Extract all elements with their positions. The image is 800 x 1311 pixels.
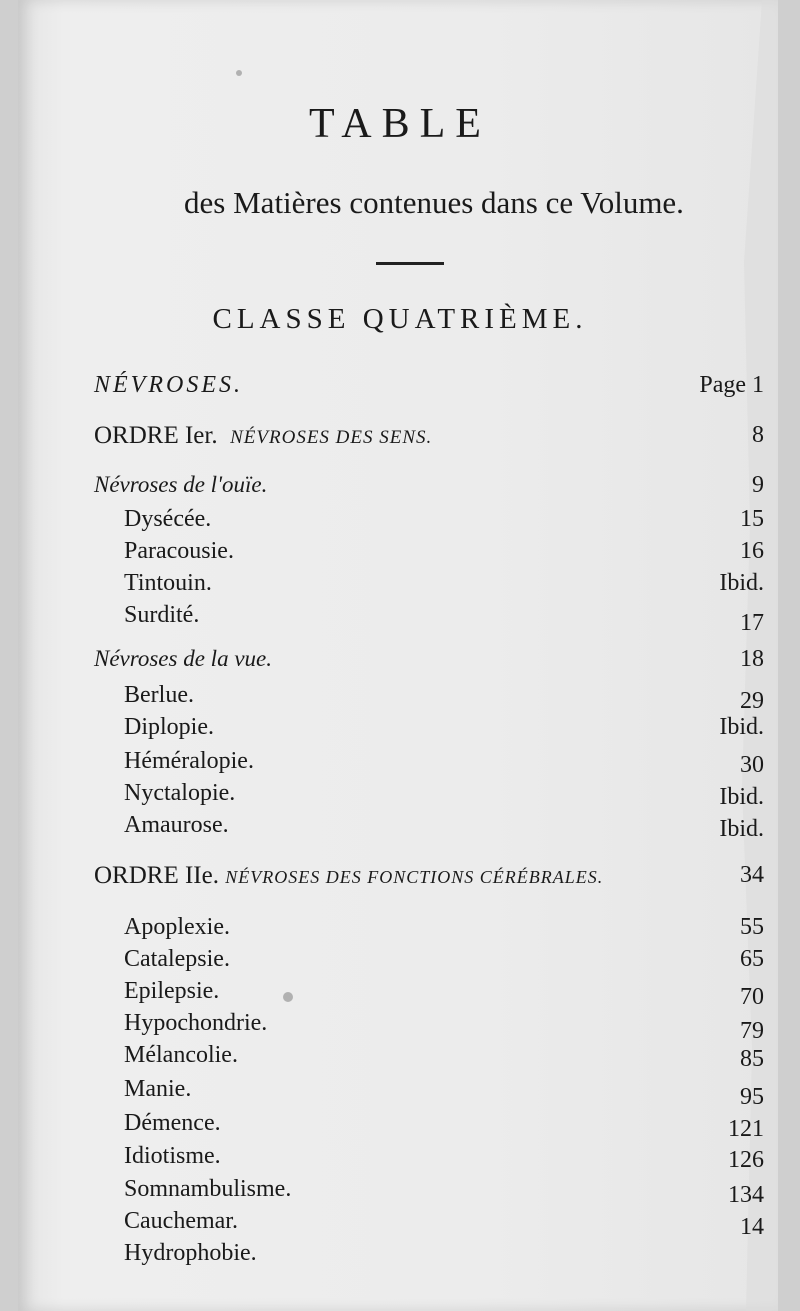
toc-label: NÉVROSES. bbox=[94, 372, 243, 398]
toc-page: 34 bbox=[740, 862, 764, 888]
toc-label: Nyctalopie. bbox=[124, 780, 236, 806]
toc-entry bbox=[0, 714, 800, 746]
toc-page: Ibid. bbox=[719, 816, 764, 842]
toc-label: Tintouin. bbox=[124, 570, 212, 596]
toc-entry bbox=[0, 372, 800, 404]
toc-label: Névroses de la vue. bbox=[94, 646, 272, 671]
toc-page: 70 bbox=[740, 984, 764, 1010]
toc-page: 121 bbox=[728, 1116, 764, 1142]
toc-entry bbox=[0, 1240, 800, 1272]
toc-label: Dysécée. bbox=[124, 506, 212, 532]
toc-page: Page 1 bbox=[699, 372, 764, 398]
toc-page: 14 bbox=[740, 1214, 764, 1240]
toc-entry bbox=[0, 1042, 800, 1074]
toc-page: 85 bbox=[740, 1046, 764, 1072]
toc-label: Idiotisme. bbox=[124, 1143, 221, 1169]
toc-entry bbox=[0, 570, 800, 602]
toc-label: Névroses de l'ouïe. bbox=[94, 472, 268, 497]
toc-entry bbox=[0, 602, 800, 634]
page-title: TABLE bbox=[309, 101, 491, 147]
toc-label: Mélancolie. bbox=[124, 1042, 238, 1068]
toc-label: Surdité. bbox=[124, 602, 200, 628]
toc-page: 79 bbox=[740, 1018, 764, 1044]
toc-page: 65 bbox=[740, 946, 764, 972]
toc-entry bbox=[0, 978, 800, 1010]
toc-entry bbox=[0, 1010, 800, 1042]
toc-entry bbox=[0, 914, 800, 946]
toc-entry bbox=[0, 862, 800, 894]
ink-stain bbox=[283, 992, 293, 1002]
toc-page: 15 bbox=[740, 506, 764, 532]
ink-stain bbox=[236, 70, 242, 76]
order-label: ORDRE IIe. bbox=[94, 862, 219, 889]
toc-label: Amaurose. bbox=[124, 812, 229, 838]
toc-page: Ibid. bbox=[719, 714, 764, 740]
toc-page: 134 bbox=[728, 1182, 764, 1208]
order-sub: NÉVROSES DES FONCTIONS CÉRÉBRALES. bbox=[225, 867, 604, 887]
toc-page: 18 bbox=[740, 646, 764, 672]
toc-entry bbox=[0, 506, 800, 538]
class-heading: CLASSE QUATRIÈME. bbox=[212, 303, 588, 335]
toc-entry bbox=[0, 1208, 800, 1240]
toc-page: 55 bbox=[740, 914, 764, 940]
toc-page: Ibid. bbox=[719, 570, 764, 596]
toc-entry bbox=[0, 812, 800, 844]
toc-label: Hydrophobie. bbox=[124, 1240, 257, 1266]
toc-page: 95 bbox=[740, 1084, 764, 1110]
toc-page: 8 bbox=[752, 422, 764, 448]
toc-entry bbox=[0, 1110, 800, 1142]
toc-page: 30 bbox=[740, 752, 764, 778]
toc-page: 17 bbox=[740, 610, 764, 636]
toc-entry bbox=[0, 780, 800, 812]
toc-label: Epilepsie. bbox=[124, 978, 220, 1004]
toc-label: Somnambulisme. bbox=[124, 1176, 292, 1202]
toc-entry bbox=[0, 1143, 800, 1175]
toc-entry bbox=[0, 1176, 800, 1208]
toc-label: Démence. bbox=[124, 1110, 221, 1136]
toc-label: Catalepsie. bbox=[124, 946, 230, 972]
toc-label: Berlue. bbox=[124, 682, 194, 708]
toc-label: Manie. bbox=[124, 1076, 192, 1102]
toc-entry bbox=[0, 538, 800, 570]
divider bbox=[376, 262, 444, 265]
toc-label: Cauchemar. bbox=[124, 1208, 238, 1234]
order-sub: NÉVROSES DES SENS. bbox=[230, 427, 433, 448]
toc-entry bbox=[0, 422, 800, 454]
toc-label: Apoplexie. bbox=[124, 914, 230, 940]
toc-label: Diplopie. bbox=[124, 714, 214, 740]
page-subtitle: des Matières contenues dans ce Volume. bbox=[184, 185, 684, 220]
toc-page: 9 bbox=[752, 472, 764, 498]
toc-page: Ibid. bbox=[719, 784, 764, 810]
toc-label: Paracousie. bbox=[124, 538, 234, 564]
toc-entry bbox=[0, 748, 800, 780]
toc-label bbox=[94, 422, 432, 450]
toc-entry bbox=[0, 472, 800, 504]
order-label: ORDRE Ier. bbox=[94, 422, 218, 449]
toc-page: 126 bbox=[728, 1147, 764, 1173]
toc-page: 29 bbox=[740, 688, 764, 714]
toc-label bbox=[94, 862, 603, 890]
toc-label: Hypochondrie. bbox=[124, 1010, 268, 1036]
toc-entry bbox=[0, 646, 800, 678]
toc-label: Héméralopie. bbox=[124, 748, 254, 774]
toc-page: 16 bbox=[740, 538, 764, 564]
toc-entry bbox=[0, 682, 800, 714]
toc-entry bbox=[0, 1076, 800, 1108]
toc-entry bbox=[0, 946, 800, 978]
